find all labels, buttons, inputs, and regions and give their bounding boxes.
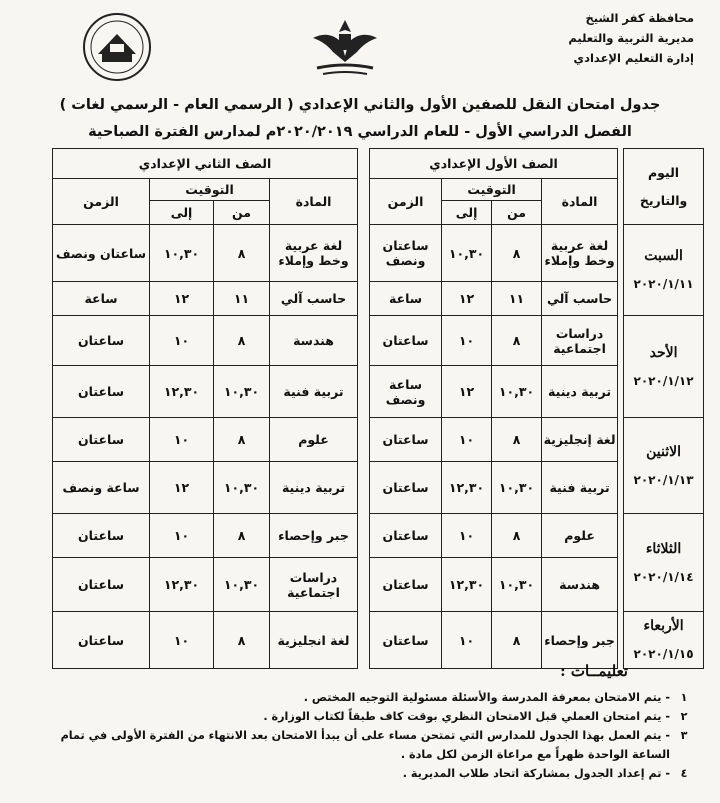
from-cell: ٨: [214, 612, 270, 669]
eagle-emblem-icon: [305, 12, 385, 82]
document-title: جدول امتحان النقل للصفين الأول والثاني الإعدادي ( الرسمي العام - الرسمي لغات ): [59, 97, 661, 113]
day-name: السبت: [644, 248, 683, 264]
item-text: - يتم العمل بهذا الجدول للمدارس التي تمتحن مساء على أن يبدأ الامتحان بعد الانتهاء من الفترة الأولى في تمام الساعة الواحدة ظهراً مع مراعاة الزمن لكل مادة .: [60, 729, 670, 761]
table-row: [53, 316, 704, 366]
from-cell: ١١: [214, 282, 270, 316]
subject-cell: حاسب آلي: [542, 282, 618, 316]
table-row: [53, 612, 704, 669]
list-item: [22, 726, 698, 764]
from-cell: ١٠,٣٠: [214, 366, 270, 418]
issuer-block: [524, 8, 694, 68]
from-cell: ٨: [492, 316, 542, 366]
subject-cell: تربية دينية: [270, 462, 358, 514]
duration-cell: ساعة ونصف: [370, 366, 442, 418]
subject-cell: علوم: [270, 418, 358, 462]
duration-cell: ساعتان: [370, 418, 442, 462]
duration-cell: ساعتان ونصف: [370, 225, 442, 282]
administration: إدارة التعليم الإعدادي: [573, 51, 694, 65]
to-cell: ١٠: [150, 418, 214, 462]
from-cell: ٨: [214, 418, 270, 462]
to-cell: ١٢: [442, 366, 492, 418]
subject-cell: لغة عربية وخط وإملاء: [270, 225, 358, 282]
day-date: ٢٠٢٠/١/١٣: [633, 472, 694, 487]
table-row: [53, 225, 704, 282]
from-cell: ٨: [214, 225, 270, 282]
directorate: مديرية التربية والتعليم: [568, 31, 694, 45]
to-cell: ١٠: [150, 316, 214, 366]
day-cell: [624, 225, 704, 316]
from-cell: ١٠,٣٠: [492, 558, 542, 612]
grade1-header: الصف الأول الإعدادي: [370, 149, 618, 179]
to-cell: ١٢: [150, 282, 214, 316]
from-cell: ١٠,٣٠: [492, 366, 542, 418]
list-item: [22, 707, 698, 726]
instructions-title: تعليمــات :: [560, 662, 628, 680]
from-cell: ١٠,٣٠: [492, 462, 542, 514]
grade2-header: الصف الثاني الإعدادي: [53, 149, 358, 179]
duration-cell: ساعتان: [370, 462, 442, 514]
to-cell: ١٢,٣٠: [442, 462, 492, 514]
subject-cell: تربية فنية: [270, 366, 358, 418]
to-cell: ١٠,٣٠: [442, 225, 492, 282]
duration-cell: ساعتان: [53, 316, 150, 366]
day-date: ٢٠٢٠/١/١٤: [633, 569, 694, 584]
duration-header: الزمن: [370, 179, 442, 225]
subject-cell: لغة عربية وخط وإملاء: [542, 225, 618, 282]
directorate-logo: [82, 12, 152, 82]
item-number: ٢: [680, 710, 688, 723]
schedule-table: [52, 148, 704, 669]
from-cell: ٨: [492, 514, 542, 558]
item-number: ٤: [680, 767, 688, 780]
to-cell: ١٠: [442, 612, 492, 669]
from-cell: ٨: [492, 418, 542, 462]
day-cell: [624, 612, 704, 669]
subject-cell: هندسة: [542, 558, 618, 612]
duration-cell: ساعتان: [53, 418, 150, 462]
duration-cell: ساعتان: [53, 514, 150, 558]
to-cell: ١٢: [442, 282, 492, 316]
table-row: [53, 462, 704, 514]
day-name: الثلاثاء: [645, 540, 682, 557]
from-cell: ٨: [214, 316, 270, 366]
table-row: [53, 514, 704, 558]
day-name: الأحد: [649, 344, 678, 361]
duration-cell: ساعة: [53, 282, 150, 316]
subject-cell: جبر وإحصاء: [270, 514, 358, 558]
duration-cell: ساعتان: [370, 612, 442, 669]
day-date-header: اليوم والتاريخ: [624, 149, 704, 225]
subject-header: المادة: [542, 179, 618, 225]
table-row: [53, 558, 704, 612]
duration-cell: ساعة ونصف: [53, 462, 150, 514]
duration-cell: ساعتان: [53, 558, 150, 612]
duration-cell: ساعتان: [53, 612, 150, 669]
to-cell: ١٢: [150, 462, 214, 514]
from-cell: ٨: [214, 514, 270, 558]
duration-cell: ساعة: [370, 282, 442, 316]
table-row: [53, 418, 704, 462]
from-cell: ٨: [492, 612, 542, 669]
to-cell: ١٢,٣٠: [150, 558, 214, 612]
to-cell: ١٠: [150, 612, 214, 669]
to-cell: ١٠: [150, 514, 214, 558]
duration-cell: ساعتان: [53, 366, 150, 418]
day-date: ٢٠٢٠/١/١٢: [633, 373, 694, 388]
from-header: من: [492, 201, 542, 225]
day-cell: [624, 316, 704, 418]
instructions-list: [22, 688, 698, 783]
day-date: ٢٠٢٠/١/١١: [633, 277, 694, 291]
to-cell: ١٢,٣٠: [150, 366, 214, 418]
from-cell: ١١: [492, 282, 542, 316]
list-item: [22, 688, 698, 707]
from-header: من: [214, 201, 270, 225]
document-subtitle: الفصل الدراسي الأول - للعام الدراسي ٢٠٢٠/٢٠١٩م لمدارس الفترة الصباحية: [88, 124, 632, 140]
duration-cell: ساعتان ونصف: [53, 225, 150, 282]
from-cell: ١٠,٣٠: [214, 462, 270, 514]
to-header: إلى: [442, 201, 492, 225]
governorate: محافظة كفر الشيخ: [585, 11, 694, 25]
day-name: الأربعاء: [643, 618, 684, 634]
subject-header: المادة: [270, 179, 358, 225]
to-cell: ١٠: [442, 316, 492, 366]
subject-cell: علوم: [542, 514, 618, 558]
item-text: - يتم امتحان العملي قبل الامتحان النظري بوقت كاف طبقاً لكتاب الوزارة .: [263, 710, 670, 723]
day-date: ٢٠٢٠/١/١٥: [633, 647, 694, 661]
subject-cell: هندسة: [270, 316, 358, 366]
day-cell: [624, 418, 704, 514]
subject-cell: حاسب آلي: [270, 282, 358, 316]
duration-cell: ساعتان: [370, 316, 442, 366]
table-row: [53, 282, 704, 316]
to-cell: ١٠: [442, 514, 492, 558]
subject-cell: دراسات اجتماعية: [270, 558, 358, 612]
item-number: ١: [680, 691, 688, 704]
from-cell: ٨: [492, 225, 542, 282]
subject-cell: لغة إنجليزية: [542, 418, 618, 462]
to-header: إلى: [150, 201, 214, 225]
subject-cell: تربية فنية: [542, 462, 618, 514]
item-number: ٣: [680, 729, 688, 742]
list-item: [22, 764, 698, 783]
to-cell: ١٢,٣٠: [442, 558, 492, 612]
duration-cell: ساعتان: [370, 558, 442, 612]
subject-cell: جبر وإحصاء: [542, 612, 618, 669]
subject-cell: تربية دينية: [542, 366, 618, 418]
timing-header: التوقيت: [442, 179, 542, 201]
day-name: الاثنين: [646, 443, 681, 460]
subject-cell: لغة انجليزية: [270, 612, 358, 669]
timing-header: التوقيت: [150, 179, 270, 201]
duration-cell: ساعتان: [370, 514, 442, 558]
from-cell: ١٠,٣٠: [214, 558, 270, 612]
table-row: [53, 366, 704, 418]
item-text: - تم إعداد الجدول بمشاركة اتحاد طلاب المديرية .: [402, 767, 670, 780]
item-text: - يتم الامتحان بمعرفة المدرسة والأسئلة مسئولية التوجيه المختص .: [303, 691, 670, 704]
to-cell: ١٠,٣٠: [150, 225, 214, 282]
subject-cell: دراسات اجتماعية: [542, 316, 618, 366]
day-cell: [624, 514, 704, 612]
duration-header: الزمن: [53, 179, 150, 225]
to-cell: ١٠: [442, 418, 492, 462]
